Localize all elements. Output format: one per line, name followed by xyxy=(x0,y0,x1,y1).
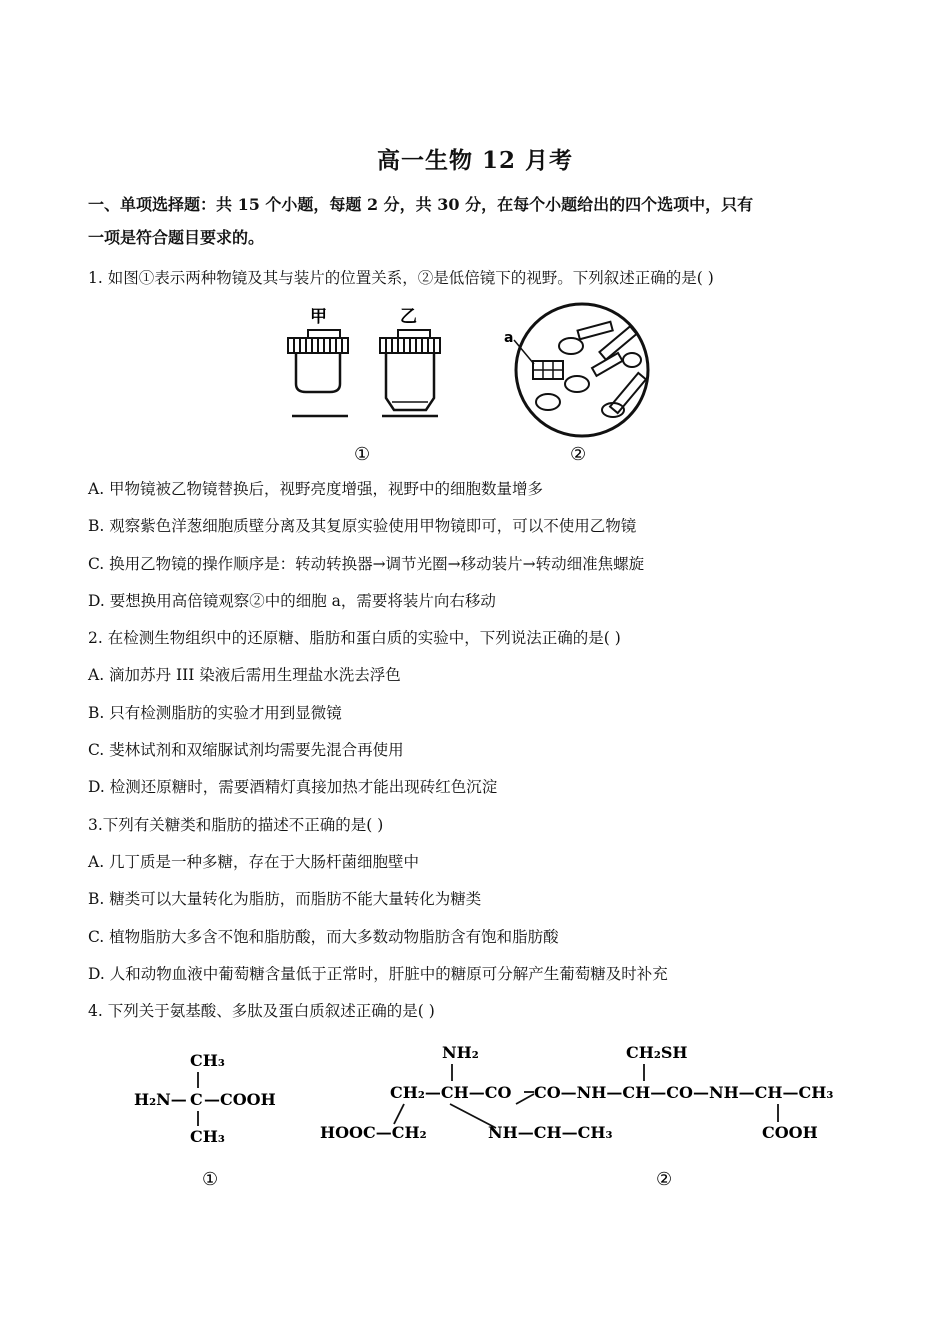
question-3-stem: 3.下列有关糖类和脂肪的描述不正确的是( ) xyxy=(88,816,384,834)
section-heading-line2: 一项是符合题目要求的。 xyxy=(88,228,265,247)
m2-hooc-ch2: HOOC—CH₂ xyxy=(320,1123,427,1142)
label-jia: 甲 xyxy=(310,307,327,327)
question-1-stem: 1. 如图①表示两种物镜及其与装片的位置关系，②是低倍镜下的视野。下列叙述正确的是( ) xyxy=(88,269,714,287)
question-3-option-d: D. 人和动物血液中葡萄糖含量低于正常时，肝脏中的糖原可分解产生葡萄糖及时补充 xyxy=(88,965,668,983)
page-title: 高一生物 12 月考 xyxy=(376,147,574,174)
question-2-stem: 2. 在检测生物组织中的还原糖、脂肪和蛋白质的实验中，下列说法正确的是( ) xyxy=(88,629,621,647)
objective-jia xyxy=(288,330,348,416)
question-3-option-c: C. 植物脂肪大多含不饱和脂肪酸，而大多数动物脂肪含有饱和脂肪酸 xyxy=(88,928,559,946)
field-of-view xyxy=(504,304,648,436)
question-2-option-c: C. 斐林试剂和双缩脲试剂均需要先混合再使用 xyxy=(88,741,404,759)
question-2-option-b: B. 只有检测脂肪的实验才用到显微镜 xyxy=(88,704,342,722)
label-yi: 乙 xyxy=(400,307,417,327)
m2-main-chain: CO—NH—CH—CO—NH—CH—CH₃ xyxy=(534,1083,834,1102)
m1-bottom: CH₃ xyxy=(190,1127,225,1146)
molecule-1 xyxy=(134,1051,276,1190)
m1-top: CH₃ xyxy=(190,1051,225,1070)
question-3-option-a: A. 几丁质是一种多糖，存在于大肠杆菌细胞壁中 xyxy=(88,853,420,871)
molecule-1-caption: ① xyxy=(202,1169,219,1190)
question-2-option-a: A. 滴加苏丹 III 染液后需用生理盐水洗去浮色 xyxy=(88,666,401,684)
section-heading-line1: 一、单项选择题：共 15 个小题，每题 2 分，共 30 分，在每个小题给出的四个选项中，只有 xyxy=(88,195,754,214)
m2-cooh: COOH xyxy=(762,1123,818,1142)
m1-center: C xyxy=(190,1090,203,1109)
m2-ch2-ch-co: CH₂—CH—CO xyxy=(390,1083,512,1102)
objective-yi xyxy=(380,330,440,416)
question-1-option-b: B. 观察紫色洋葱细胞质壁分离及其复原实验使用甲物镜即可，可以不使用乙物镜 xyxy=(88,517,637,535)
question-1-option-d: D. 要想换用高倍镜观察②中的细胞 a，需要将装片向右移动 xyxy=(88,592,496,610)
figure-caption-1: ① xyxy=(354,444,371,465)
question-1-option-c: C. 换用乙物镜的操作顺序是：转动转换器→调节光圈→移动装片→转动细准焦螺旋 xyxy=(88,555,645,573)
m2-ch2sh: CH₂SH xyxy=(626,1043,688,1062)
m1-left: H₂N— xyxy=(134,1090,187,1109)
label-a: a xyxy=(504,330,514,346)
m2-nh-ch-ch3: NH—CH—CH₃ xyxy=(488,1123,613,1142)
question-1-option-a: A. 甲物镜被乙物镜替换后，视野亮度增强，视野中的细胞数量增多 xyxy=(88,480,544,498)
question-3-option-b: B. 糖类可以大量转化为脂肪，而脂肪不能大量转化为糖类 xyxy=(88,890,482,908)
figure-caption-2: ② xyxy=(570,444,587,465)
question-2-option-d: D. 检测还原糖时，需要酒精灯真接加热才能出现砖红色沉淀 xyxy=(88,778,498,796)
molecule-2 xyxy=(320,1043,833,1190)
amino-acid-figure xyxy=(120,1036,850,1196)
microscope-figure xyxy=(280,300,680,468)
molecule-2-caption: ② xyxy=(656,1169,673,1190)
m2-nh2: NH₂ xyxy=(442,1043,479,1062)
m1-right: —COOH xyxy=(204,1090,276,1109)
question-4-stem: 4. 下列关于氨基酸、多肽及蛋白质叙述正确的是( ) xyxy=(88,1002,435,1020)
